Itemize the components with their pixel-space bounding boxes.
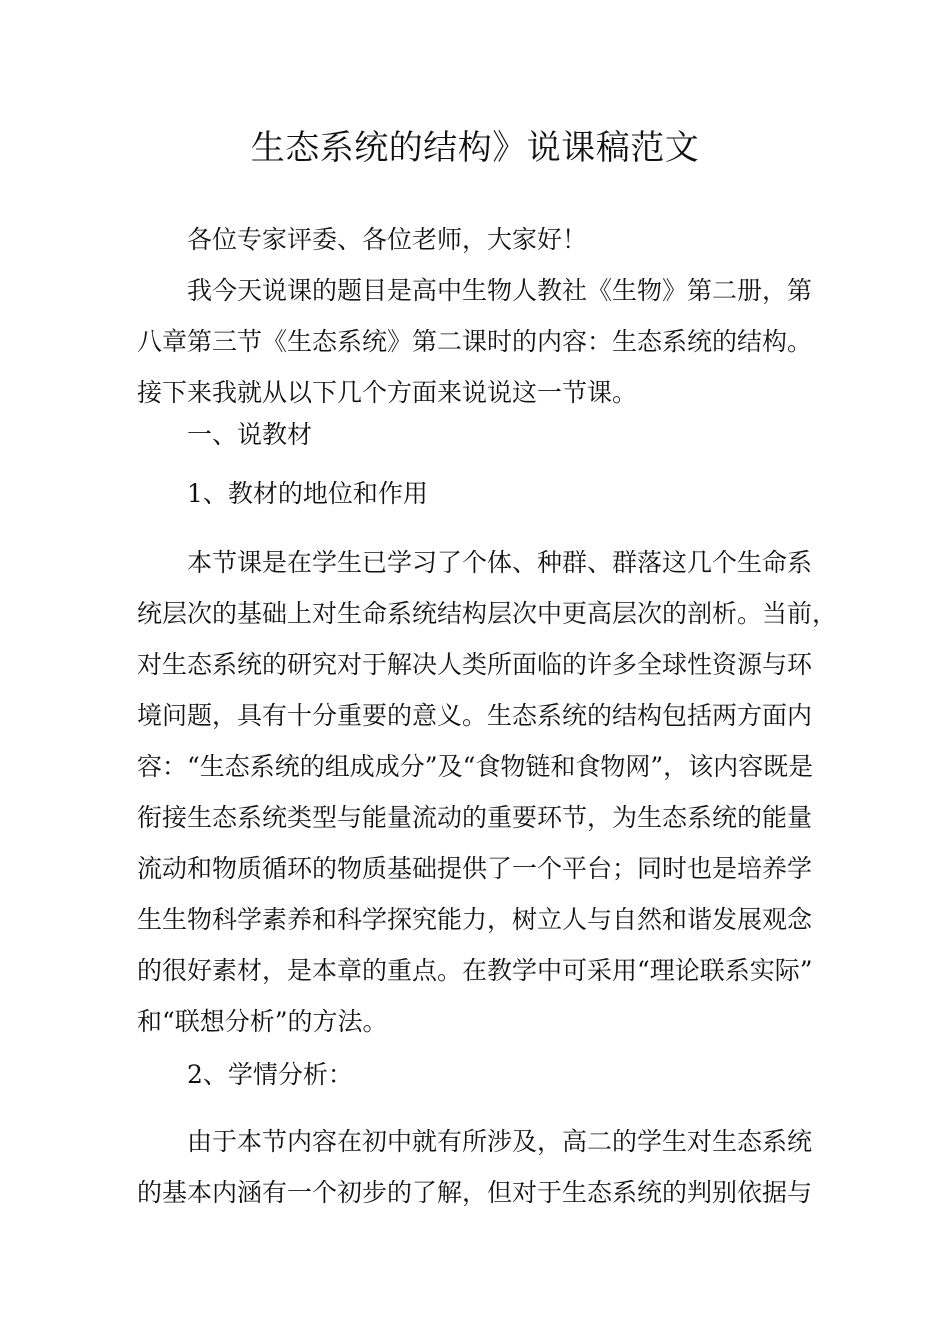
paragraph-line: 由于本节内容在初中就有所涉及，高二的学生对生态系统 <box>187 1127 813 1156</box>
paragraph-line: 境问题，具有十分重要的意义。生态系统的结构包括两方面内 <box>137 701 813 730</box>
paragraph-line: 容：“生态系统的组成成分”及“食物链和食物网”，该内容既是 <box>137 752 814 781</box>
greeting-paragraph <box>137 214 833 265</box>
subsection-heading-1-text: 1、教材的地位和作用 <box>187 479 428 508</box>
paragraph-line: 衔接生态系统类型与能量流动的重要环节，为生态系统的能量 <box>137 803 813 832</box>
paragraph-line: 和“联想分析”的方法。 <box>137 1007 388 1036</box>
paragraph-line: 本节课是在学生已学习了个体、种群、群落这几个生命系 <box>187 548 813 577</box>
document-title: 生态系统的结构》说课稿范文 <box>250 128 700 168</box>
paragraph-line: 的基本内涵有一个初步的了解，但对于生态系统的判别依据与 <box>137 1178 813 1207</box>
paragraph-line: 的很好素材，是本章的重点。在教学中可采用“理论联系实际” <box>137 956 813 985</box>
greeting-line: 各位专家评委、各位老师，大家好！ <box>187 225 588 254</box>
intro-paragraph <box>137 265 833 418</box>
section-heading-1 <box>137 409 833 460</box>
paragraph-line: 流动和物质循环的物质基础提供了一个平台；同时也是培养学 <box>137 854 813 883</box>
intro-line-1: 我今天说课的题目是高中生物人教社《生物》第二册，第 <box>187 276 813 305</box>
textbook-role-paragraph <box>137 537 838 1047</box>
student-analysis-paragraph <box>137 1116 833 1218</box>
paragraph-line: 统层次的基础上对生命系统结构层次中更高层次的剖析。当前， <box>137 599 838 628</box>
intro-line-2: 八章第三节《生态系统》第二课时的内容：生态系统的结构。 <box>137 327 813 356</box>
section-heading-1-text: 一、说教材 <box>187 420 313 449</box>
paragraph-line: 生生物科学素养和科学探究能力，树立人与自然和谐发展观念 <box>137 905 813 934</box>
subsection-heading-2 <box>137 1049 833 1100</box>
intro-line-3: 接下来我就从以下几个方面来说说这一节课。 <box>137 378 638 407</box>
subsection-heading-1 <box>137 468 833 519</box>
subsection-heading-2-text: 2、学情分析： <box>187 1060 353 1089</box>
paragraph-line: 对生态系统的研究对于解决人类所面临的许多全球性资源与环 <box>137 650 813 679</box>
